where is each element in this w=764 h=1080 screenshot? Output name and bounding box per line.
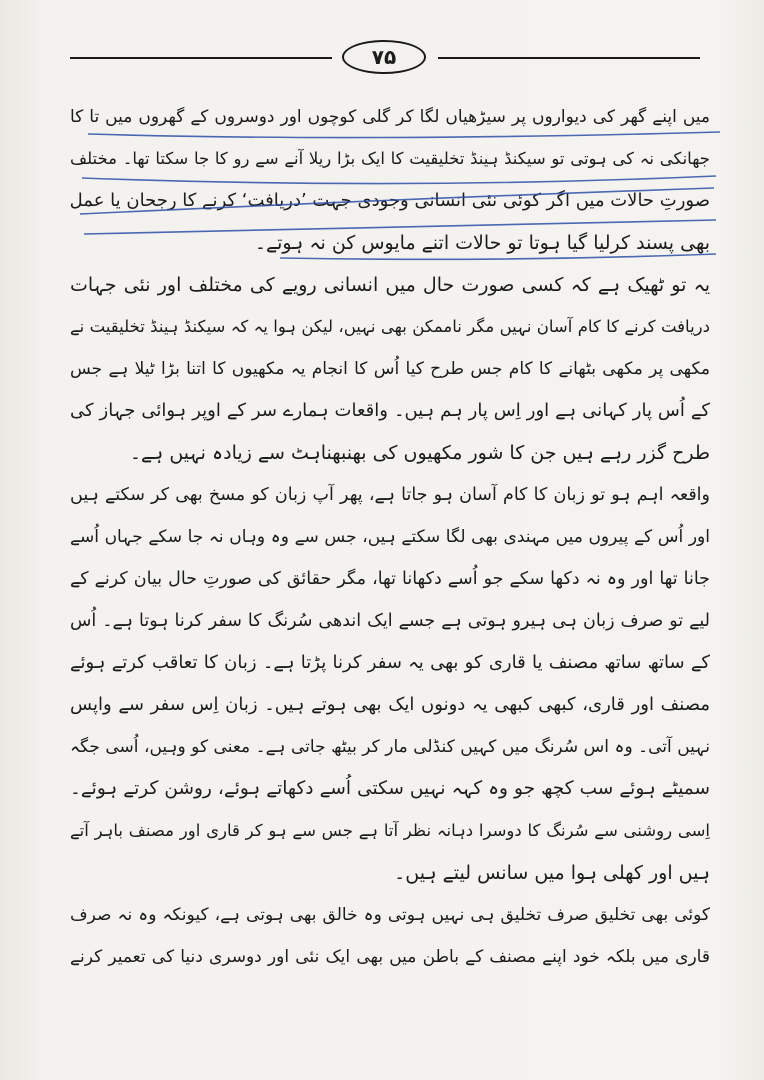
text-line: طرح گزر رہے ہیں جن کا شور مکھیوں کی بھنبھناہٹ سے زیادہ نہیں ہے۔ (129, 442, 710, 464)
text-line: یہ تو ٹھیک ہے کہ کسی صورت حال میں انسانی رویے کی مختلف اور نئی جہات (70, 274, 710, 296)
paragraph (70, 474, 710, 894)
text-line: صورتِ حالات میں اگر کوئی نئی انسانی وجودی جہت ’دریافت‘ کرنے کا رجحان یا عمل (69, 190, 710, 211)
text-line: جانا تھا اور وہ نہ دکھا سکے جو اُسے دکھانا تھا، مگر حقائق کی صورتِ حال بیان کرنے کے (70, 569, 710, 589)
paragraph (70, 264, 710, 474)
paragraph (70, 96, 710, 264)
text-line: اِسی روشنی سے سُرنگ کا دوسرا دہانہ نظر آتا ہے جس سے ہو کر قاری اور مصنف باہر آتے (70, 821, 710, 840)
text-line: اور اُس کے پیروں میں مہندی بھی لگا سکتے ہیں، جس سے وہ وہاں نہ جا سکے جہاں اُسے (70, 527, 710, 547)
text-line: دریافت کرنے کا کام آسان نہیں مگر ناممکن بھی نہیں، لیکن ہوا یہ کہ سیکنڈ ہینڈ تخلیقیت نے (70, 317, 710, 336)
page-number-oval (342, 40, 426, 74)
text-line: مصنف اور قاری، کبھی کبھی یہ دونوں ایک بھی ہوتے ہیں۔ زبان اِس سفر سے واپس (70, 694, 710, 715)
text-line: کے ساتھ ساتھ مصنف یا قاری کو بھی یہ سفر کرنا پڑتا ہے۔ زبان کا تعاقب کرتے ہوئے (70, 652, 710, 673)
text-line: واقعہ اہم ہو تو زبان کا کام آسان ہو جاتا ہے، پھر آپ زبان کو مسخ بھی کر سکتے ہیں (70, 485, 710, 505)
body-text (70, 96, 710, 978)
text-line: میں اپنے گھر کی دیواروں پر سیڑھیاں لگا کر گلی کوچوں اور دوسروں کے گھروں میں تا کا (70, 107, 710, 127)
header-rule-right (438, 57, 700, 59)
text-line: کے اُس پار کہانی ہے اور اِس پار ہم ہیں۔ واقعات ہمارے سر کے اوپر ہوائی جہاز کی (70, 400, 710, 421)
paragraph (70, 894, 710, 978)
text-line: قاری میں بلکہ خود اپنے مصنف کے باطن میں بھی ایک نئی اور دوسری دنیا کی تعمیر کرنے (70, 947, 710, 967)
text-line: لیے تو صرف زبان ہی ہیرو ہوتی ہے جسے ایک اندھی سُرنگ کا سفر کرنا ہوتا ہے۔ اُس (70, 611, 710, 631)
page-header (70, 38, 700, 78)
text-line: کوئی بھی تخلیق صرف تخلیق ہی نہیں ہوتی وہ خالق بھی ہوتی ہے، کیونکہ وہ نہ صرف (70, 905, 710, 925)
text-line: جھانکی نہ کی ہوتی تو سیکنڈ ہینڈ تخلیقیت کا ایک بڑا ریلا آنے سے رو کا جا سکتا تھا۔ مختلف (70, 149, 710, 168)
text-line: ہیں اور کھلی ہوا میں سانس لیتے ہیں۔ (394, 862, 710, 884)
header-rule-left (70, 57, 332, 59)
text-line: بھی پسند کرلیا گیا ہوتا تو حالات اتنے مایوس کن نہ ہوتے۔ (254, 232, 710, 254)
text-line: نہیں آتی۔ وہ اس سُرنگ میں کہیں کنڈلی مار کر بیٹھ جاتی ہے۔ معنی کو وہیں، اُسی جگہ (70, 737, 710, 757)
text-line: سمیٹے ہوئے سب کچھ جو وہ کہہ نہیں سکتی اُسے دکھاتے ہوئے، روشن کرتے ہوئے۔ (70, 778, 710, 799)
text-line: مکھی پر مکھی بٹھانے کا کام جس طرح کیا اُس کا انجام یہ مکھیوں کا اتنا بڑا ٹیلا ہے جس (70, 359, 710, 379)
page-number: ۷۵ (371, 45, 397, 69)
